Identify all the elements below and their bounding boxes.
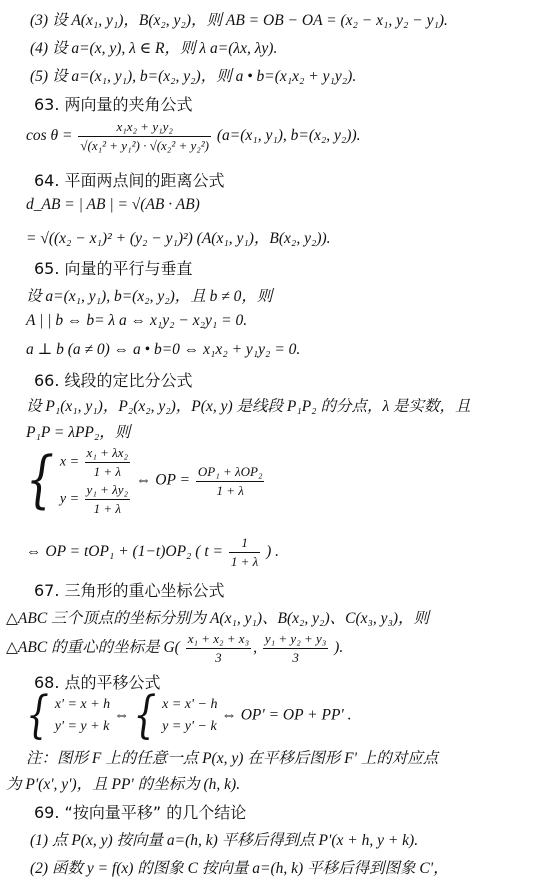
note-line-2: 为 P'(x', y')，且 PP' 的坐标为 (h, k). — [6, 776, 241, 793]
distance-line-2: = √((x₂ − x₁)² + (y₂ − y₁)²) (A(x₁, y₁)，B(x₂, y₂)). — [26, 230, 331, 247]
item-5: (5) 设 a=(x₁, y₁), b=(x₂, y₂)，则 a • b=(x₁x₂ + y₁y₂). — [30, 68, 357, 85]
heading-63: 63. 两向量的夹角公式 — [34, 95, 193, 114]
note-line-1: 注：图形 F 上的任意一点 P(x, y) 在平移后图形 F' 上的对应点 — [26, 750, 439, 767]
cos-lhs: cos θ = — [26, 127, 73, 145]
conclusion-2: (2) 函数 y = f(x) 的图象 C 按向量 a=(h, k) 平移后得到图象 C'， — [30, 860, 449, 877]
section-formula — [0, 444, 266, 518]
heading-65: 65. 向量的平行与垂直 — [34, 259, 193, 278]
heading-64: 64. 平面两点间的距离公式 — [34, 171, 225, 190]
parallel-condition: A | | b ⇔ b= λ a ⇔ x₁y₂ − x₂y₁ = 0. — [26, 312, 248, 329]
cos-fraction — [78, 118, 211, 155]
section-vector-fraction: $\frac{\text{OP₁ + λOP₂}}{1 + \lambda}$ — [197, 463, 263, 498]
section-vector-form: ⇔ OP = tOP₁ + (1−t)OP₂ ( t = $\frac{1}{1 + \lambda}$ ) . — [26, 535, 280, 569]
cos-condition: (a=(x₁, y₁), b=(x₂, y₂)). — [216, 127, 361, 145]
section-equiv: ⇔ OP = — [135, 471, 190, 489]
distance-line-1: d_AB = | AB | = √(AB · AB) — [26, 196, 200, 213]
item-4: (4) 设 a=(x, y), λ ∈ R，则 λ a=(λx, λy). — [30, 40, 278, 57]
conclusion-1: (1) 点 P(x, y) 按向量 a=(h, k) 平移后得到点 P'(x + h, y + k). — [30, 832, 419, 849]
left-brace: { — [26, 444, 54, 516]
heading-68: 68. 点的平移公式 — [34, 673, 161, 692]
perpendicular-condition: a ⊥ b (a ≠ 0) ⇔ a • b=0 ⇔ x₁x₂ + y₁y₂ = 0. — [26, 341, 301, 358]
cos-denominator: √(x₁² + y₁²) · √(x₂² + y₂²) — [80, 138, 210, 153]
section-intro: 设 P₁(x₁, y₁)，P₂(x₂, y₂)，P(x, y) 是线段 P₁P₂ 的分点，λ 是实数，且 — [26, 398, 471, 415]
centroid-intro: △ABC 三个顶点的坐标分别为 A(x₁, y₁)、B(x₂, y₂)、C(x₃, y₃)，则 — [6, 610, 430, 627]
heading-69: 69. “按向量平移” 的几个结论 — [34, 803, 247, 822]
cos-numerator: x₁x₂ + y₁y₂ — [78, 118, 211, 137]
section-x: x = $\frac{\text{x₁ + λx₂}}{1 + \lambda}$ — [59, 445, 129, 479]
section-ratio: P₁P = λPP₂，则 — [26, 424, 131, 441]
section-y: y = $\frac{\text{y₁ + λy₂}}{1 + \lambda}$ — [59, 482, 129, 516]
item-3: (3) 设 A(x₁, y₁)，B(x₂, y₂)，则 AB = OB − OA = (x₂ − x₁, y₂ − y₁). — [30, 12, 448, 29]
heading-67: 67. 三角形的重心坐标公式 — [34, 581, 225, 600]
section-system — [60, 444, 132, 518]
translation-formula: { x' = x + h y' = y + k ⇔ { x = x' − h y = y' − k ⇔ OP' = OP + PP' . — [26, 686, 352, 744]
heading-66: 66. 线段的定比分公式 — [34, 371, 193, 390]
angle-formula — [0, 118, 360, 155]
centroid-formula: △ABC 的重心的坐标是 G( $\frac{\text{x₁ + x₂ + x₃}}{3}$ , $\frac{\text{y₁ + y₂ + y₃}}{3}$ ). — [6, 631, 344, 665]
parallel-intro: 设 a=(x₁, y₁), b=(x₂, y₂)，且 b ≠ 0，则 — [26, 288, 273, 305]
